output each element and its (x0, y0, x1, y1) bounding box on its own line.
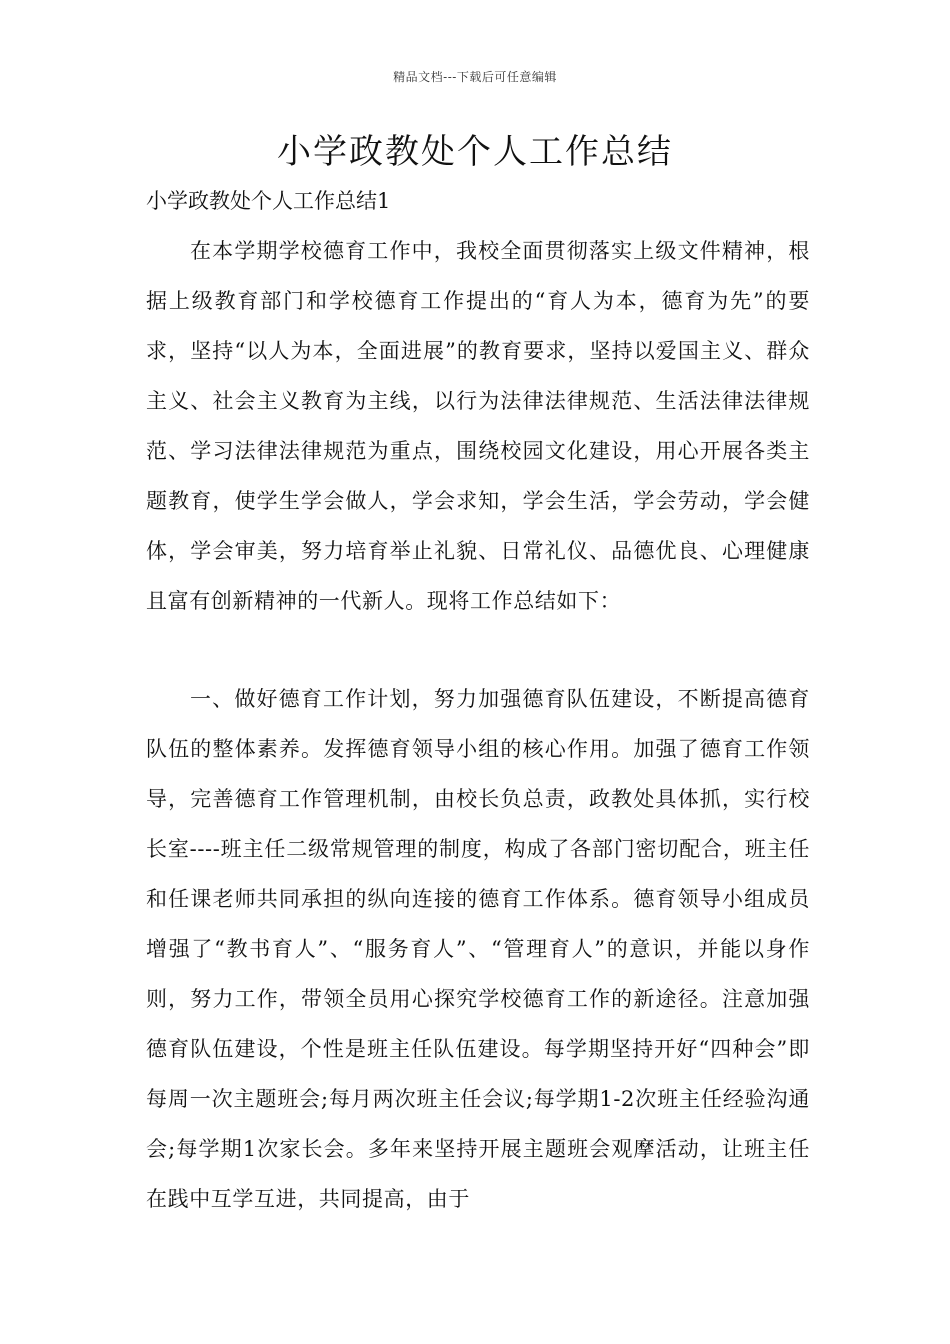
body-paragraph-intro: 在本学期学校德育工作中，我校全面贯彻落实上级文件精神，根据上级教育部门和学校德育工作提出的“育人为本，德育为先”的要求，坚持“以人为本，全面进展”的教育要求，坚持以爱国主义、群众主义、社会主义教育为主线，以行为法律法律规范、生活法律法律规范、学习法律法律规范为重点，围绕校园文化建设，用心开展各类主题教育，使学生学会做人，学会求知，学会生活，学会劳动，学会健体，学会审美，努力培育举止礼貌、日常礼仪、品德优良、心理健康且富有创新精神的一代新人。现将工作总结如下： (146, 239, 810, 613)
body-paragraph-section-one: 一、做好德育工作计划，努力加强德育队伍建设，不断提高德育队伍的整体素养。发挥德育领导小组的核心作用。加强了德育工作领导，完善德育工作管理机制，由校长负总责，政教处具体抓，实行校长室----班主任二级常规管理的制度，构成了各部门密切配合，班主任和任课老师共同承担的纵向连接的德育工作体系。德育领导小组成员增强了“教书育人”、“服务育人”、“管理育人”的意识，并能以身作则，努力工作，带领全员用心探究学校德育工作的新途径。注意加强德育队伍建设，个性是班主任队伍建设。每学期坚持开好“四种会”即每周一次主题班会;每月两次班主任会议;每学期1-2次班主任经验沟通会;每学期1次家长会。多年来坚持开展主题班会观摩活动，让班主任在践中互学互进，共同提高，由于 (146, 687, 810, 1211)
section-subtitle: 小学政教处个人工作总结1 (146, 189, 391, 213)
header-note: 精品文档---下载后可任意编辑 (393, 70, 557, 84)
document-title: 小学政教处个人工作总结 (277, 132, 673, 172)
